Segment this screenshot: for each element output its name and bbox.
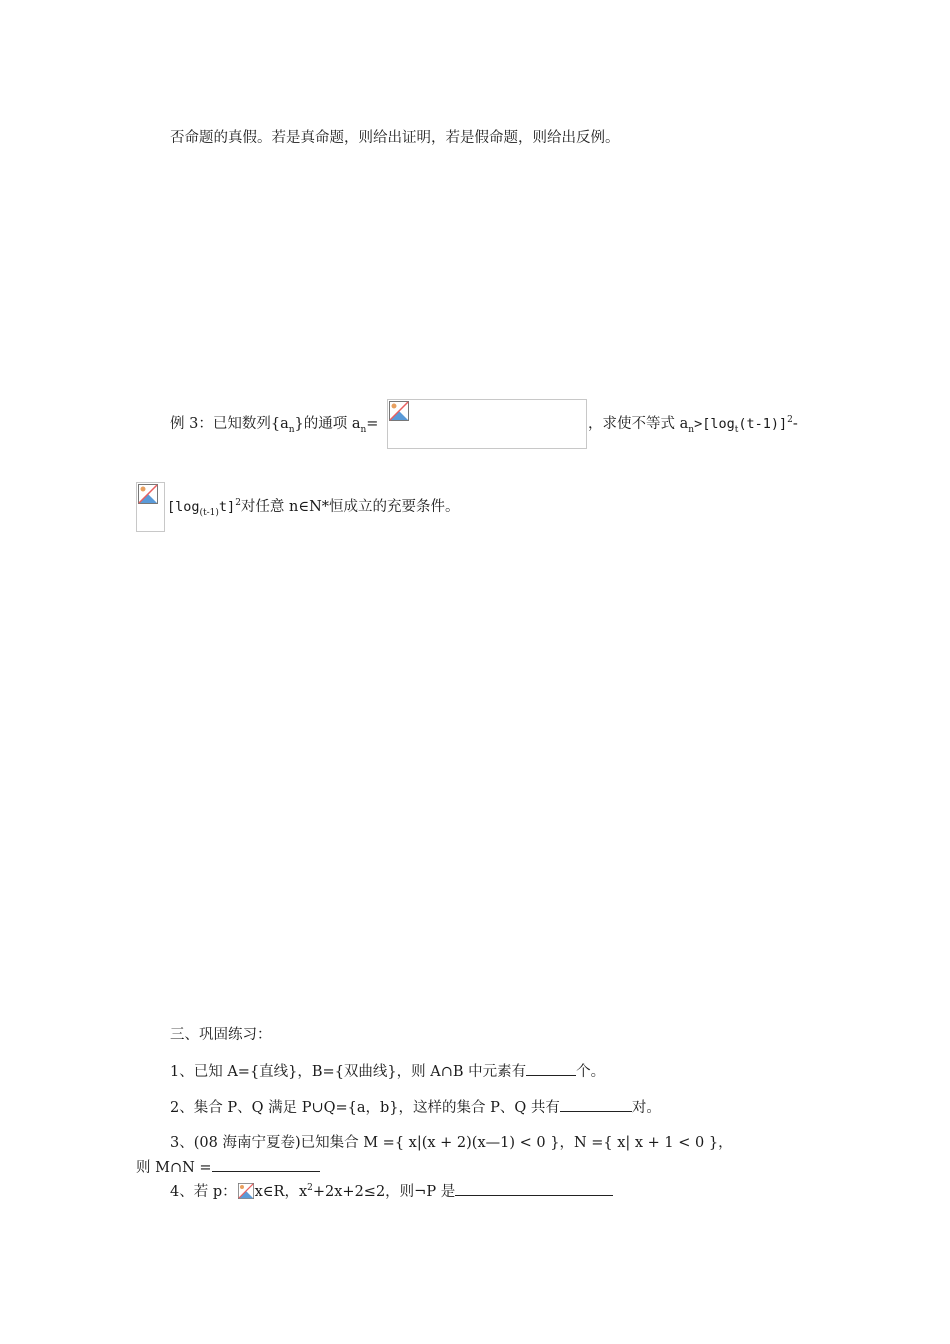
question-4 (170, 1181, 613, 1202)
subscript: n (288, 424, 295, 435)
text: 个。 (576, 1064, 606, 1080)
text: 1、已知 A={直线}，B={双曲线}，则 A∩B 中元素有 (170, 1064, 527, 1080)
text: (t-1)] (738, 416, 788, 432)
text: 则 M∩N = (136, 1160, 212, 1176)
text: 对任意 n∈N*恒成立的充要条件。 (240, 499, 460, 515)
question-3-cont (136, 1157, 320, 1178)
text: +2x+2≤2，则¬P 是 (312, 1184, 456, 1200)
superscript: 2 (307, 1183, 313, 1194)
subscript: n (688, 424, 695, 435)
text: [log (167, 499, 200, 515)
example-3-line-1-cont (588, 414, 798, 434)
subscript: (t-1) (199, 507, 219, 518)
broken-image-icon (389, 401, 409, 421)
formula-image-box (387, 399, 587, 449)
question-1 (170, 1061, 605, 1082)
answer-blank[interactable] (560, 1097, 632, 1112)
text: t] (218, 499, 236, 515)
text: }的通项 a (294, 416, 361, 432)
text: >[log (694, 416, 735, 432)
example-3-line-1 (170, 414, 378, 434)
answer-blank[interactable] (212, 1157, 320, 1172)
paragraph-proposition: 否命题的真假。若是真命题，则给出证明，若是假命题，则给出反例。 (170, 130, 620, 146)
text: 已知数列{a (212, 416, 289, 432)
example-3-line-2 (167, 497, 460, 517)
example-label: 例 3： (170, 416, 213, 432)
answer-blank[interactable] (526, 1061, 576, 1076)
text: 4、若 p： (170, 1184, 237, 1200)
text: x∈R，x (254, 1184, 308, 1200)
question-2 (170, 1097, 661, 1118)
subscript: n (360, 424, 367, 435)
question-3: 3、(08 海南宁夏卷)已知集合 M ={ x|(x + 2)(x—1) < 0 }，N ={ x| x + 1 < 0 }， (170, 1135, 733, 1151)
text: = (366, 416, 379, 432)
text: 对。 (631, 1100, 661, 1116)
text: 2、集合 P、Q 满足 P∪Q={a，b}，这样的集合 P、Q 共有 (170, 1100, 560, 1116)
broken-image-icon (238, 1183, 254, 1199)
section-heading: 三、巩固练习： (170, 1027, 272, 1043)
superscript: 2 (235, 498, 241, 509)
text: - (792, 416, 798, 432)
subscript: t (734, 424, 739, 435)
text: ，求使不等式 a (588, 416, 689, 432)
formula-image-box-2 (136, 482, 165, 532)
superscript: 2 (787, 415, 793, 426)
answer-blank[interactable] (455, 1181, 613, 1196)
broken-image-icon (138, 484, 158, 504)
